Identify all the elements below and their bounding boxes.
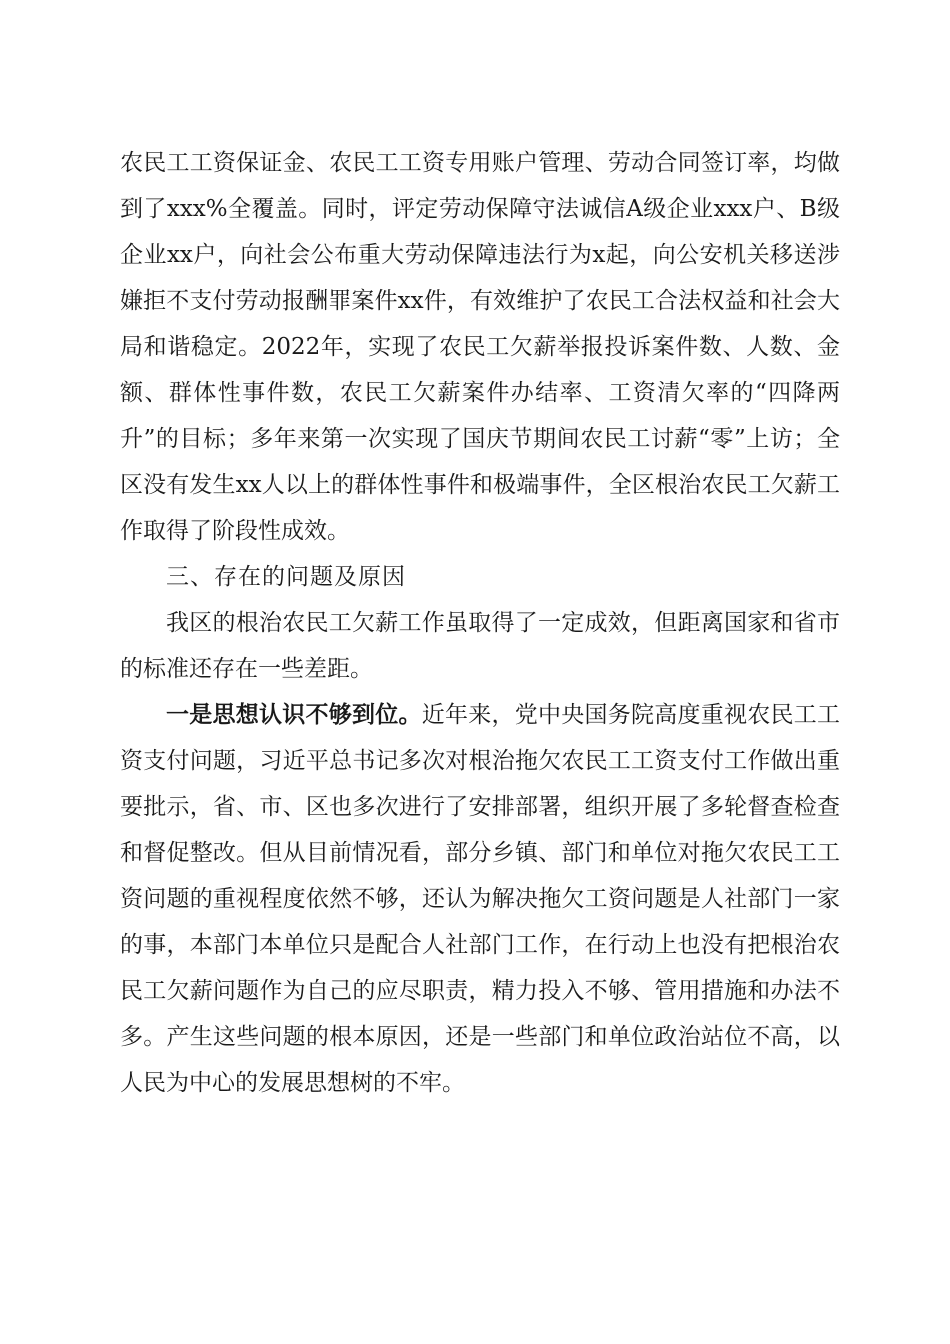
- paragraph-awareness: [120, 692, 840, 1106]
- paragraph-achievements: 农民工工资保证金、农民工工资专用账户管理、劳动合同签订率，均做到了xxx%全覆盖。同时，评定劳动保障守法诚信A级企业xxx户、B级企业xx户，向社会公布重大劳动保障违法行为x起，向公安机关移送涉嫌拒不支付劳动报酬罪案件xx件，有效维护了农民工合法权益和社会大局和谐稳定。2022年，实现了农民工欠薪举报投诉案件数、人数、金额、群体性事件数，农民工欠薪案件办结率、工资清欠率的“四降两升”的目标；多年来第一次实现了国庆节期间农民工讨薪“零”上访；全区没有发生xx人以上的群体性事件和极端事件，全区根治农民工欠薪工作取得了阶段性成效。: [120, 150, 840, 544]
- section-heading-problems: 三、存在的问题及原因: [166, 564, 406, 590]
- paragraph-lead-phrase: 一是思想认识不够到位。: [166, 701, 422, 728]
- paragraph-awareness-body: 近年来，党中央国务院高度重视农民工工资支付问题，习近平总书记多次对根治拖欠农民工工资支付工作做出重要批示，省、市、区也多次进行了安排部署，组织开展了多轮督查检查和督促整改。但从目前情况看，部分乡镇、部门和单位对拖欠农民工工资问题的重视程度依然不够，还认为解决拖欠工资问题是人社部门一家的事，本部门本单位只是配合人社部门工作，在行动上也没有把根治农民工欠薪问题作为自己的应尽职责，精力投入不够、管用措施和办法不多。产生这些问题的根本原因，还是一些部门和单位政治站位不高，以人民为中心的发展思想树的不牢。: [120, 702, 840, 1096]
- paragraph-gap-intro: 我区的根治农民工欠薪工作虽取得了一定成效，但距离国家和省市的标准还存在一些差距。: [120, 610, 840, 682]
- document-body: [120, 140, 840, 1106]
